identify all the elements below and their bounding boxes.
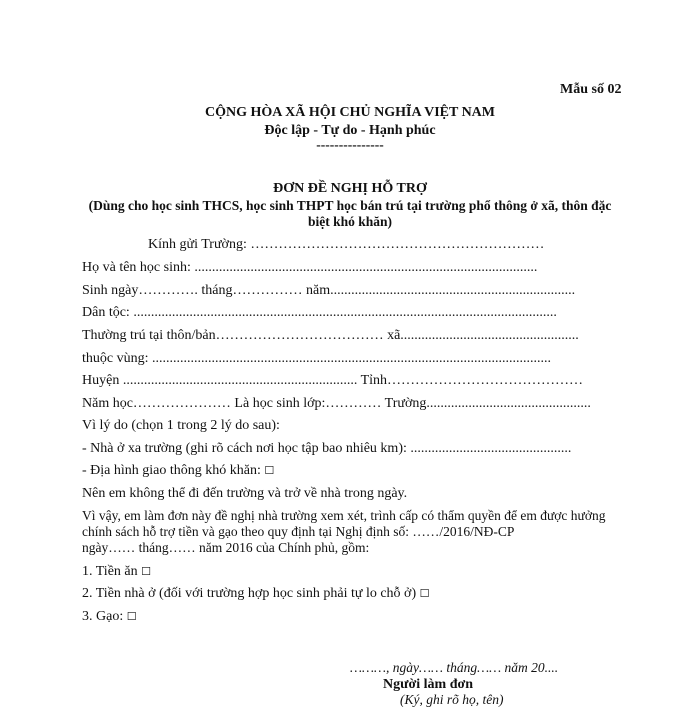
- district-province-field: Huyện ................................................................... Tỉnh……………………………………: [82, 373, 584, 388]
- request-line-3: ngày…… tháng…… năm 2016 của Chính phủ, gồm:: [82, 540, 370, 555]
- region-field: thuộc vùng: ..................................................................................................................: [82, 351, 551, 366]
- residence-field: Thường trú tại thôn/bản……………………………… xã...................................................: [82, 328, 579, 343]
- national-header: CỘNG HÒA XÃ HỘI CHỦ NGHĨA VIỆT NAM: [204, 105, 495, 120]
- support-item-housing: [82, 586, 430, 602]
- school-year-class-field: Năm học………………… Là học sinh lớp:………… Trường...............................................: [82, 396, 591, 411]
- request-line-2: chính sách hỗ trợ tiền và gạo theo quy định tại Nghị định số: ……/2016/NĐ-CP: [82, 524, 515, 539]
- support-item-meals: [82, 564, 151, 580]
- document-subtitle-line1: (Dùng cho học sinh THCS, học sinh THPT học bán trú tại trường phổ thông ở xã, thôn đặc: [88, 198, 612, 213]
- support-item-rice-checkbox[interactable]: ☐: [126, 610, 137, 623]
- support-item-housing-label: 2. Tiền nhà ở (đối với trường hợp học sinh phải tự lo chỗ ở): [82, 586, 417, 601]
- student-name-field: Họ và tên học sinh: ..................................................................................................: [82, 260, 538, 275]
- reason-terrain-checkbox[interactable]: ☐: [264, 464, 275, 477]
- support-item-meals-checkbox[interactable]: ☐: [141, 565, 151, 578]
- reason-distance: - Nhà ở xa trường (ghi rõ cách nơi học tập bao nhiêu km): ..............................................: [82, 441, 572, 456]
- reason-terrain-label: - Địa hình giao thông khó khăn:: [82, 463, 261, 478]
- document-subtitle-line2: biệt khó khăn): [307, 214, 393, 229]
- support-item-housing-checkbox[interactable]: ☐: [419, 587, 430, 600]
- date-of-birth-field: Sinh ngày…………. tháng…………… năm......................................................................: [82, 283, 576, 298]
- signature-note: (Ký, ghi rõ họ, tên): [400, 692, 504, 707]
- header-divider: ---------------: [316, 137, 384, 152]
- document-title: ĐƠN ĐỀ NGHỊ HỖ TRỢ: [273, 181, 427, 196]
- national-motto: Độc lập - Tự do - Hạnh phúc: [264, 123, 436, 138]
- reason-terrain-row: [82, 463, 274, 479]
- support-item-rice: [82, 609, 137, 625]
- signer-title: Người làm đơn: [383, 677, 474, 692]
- addressee-line: Kính gửi Trường: ………………………………………………………: [148, 237, 545, 252]
- form-number: Mẫu số 02: [560, 82, 622, 97]
- reason-intro: Vì lý do (chọn 1 trong 2 lý do sau):: [82, 418, 280, 433]
- request-line-1: Vì vậy, em làm đơn này đề nghị nhà trường xem xét, trình cấp có thẩm quyền để em được hưởng: [82, 508, 606, 523]
- support-item-meals-label: 1. Tiền ăn: [82, 564, 138, 579]
- signature-date-line: ………, ngày…… tháng…… năm 20....: [350, 660, 559, 675]
- support-item-rice-label: 3. Gạo:: [82, 609, 124, 624]
- ethnicity-field: Dân tộc: .........................................................................................................................: [82, 305, 557, 320]
- conclusion-text: Nên em không thể đi đến trường và trở về nhà trong ngày.: [82, 486, 408, 501]
